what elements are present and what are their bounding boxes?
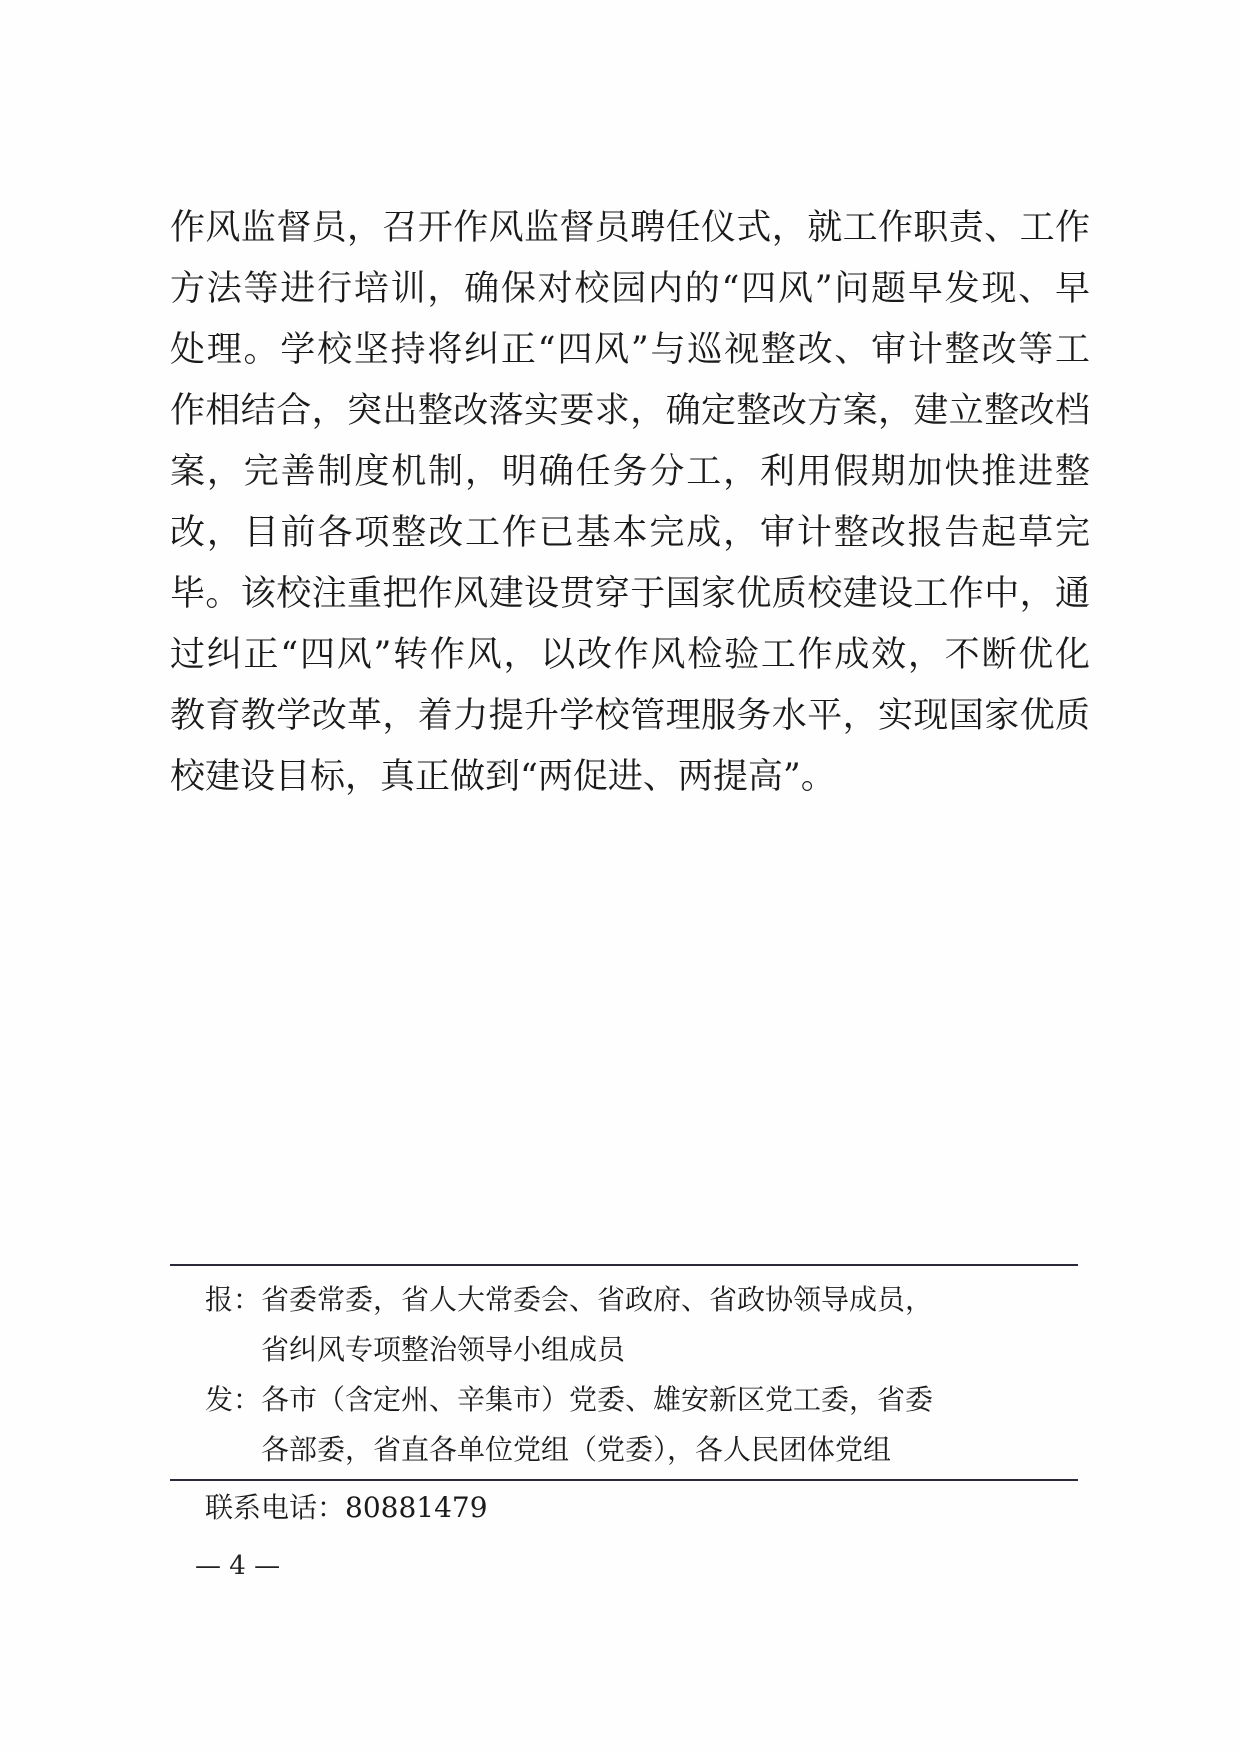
body-line: 毕。该校注重把作风建设贯穿于国家优质校建设工作中，通: [170, 574, 1090, 614]
contact-phone: 80881479: [345, 1491, 488, 1524]
contact-line: [205, 1485, 488, 1531]
body-line: 处理。学校坚持将纠正“四风”与巡视整改、审计整改等工: [170, 330, 1090, 370]
body-line: 教育教学改革，着力提升学校管理服务水平，实现国家优质: [170, 696, 1090, 736]
report-label: 报：: [205, 1283, 262, 1316]
contact-label: 联系电话：: [205, 1491, 346, 1524]
send-recipients-1: 各市（含定州、辛集市）党委、雄安新区党工委，省委: [261, 1383, 934, 1416]
send-label: 发：: [205, 1383, 262, 1416]
body-line: 方法等进行培训，确保对校园内的“四风”问题早发现、早: [170, 269, 1090, 309]
send-to-line-2: [261, 1425, 891, 1475]
report-to-line-2: [261, 1325, 625, 1375]
body-line: 作风监督员，召开作风监督员聘任仪式，就工作职责、工作: [170, 208, 1090, 248]
top-divider: [170, 1264, 1078, 1266]
report-to-line-1: [205, 1275, 933, 1325]
body-line: 改，目前各项整改工作已基本完成，审计整改报告起草完: [170, 513, 1090, 553]
report-recipients-1: 省委常委，省人大常委会、省政府、省政协领导成员，: [261, 1283, 934, 1316]
report-recipients-2: 省纠风专项整治领导小组成员: [261, 1333, 626, 1366]
body-line: 案，完善制度机制，明确任务分工，利用假期加快推进整: [170, 452, 1090, 492]
body-line: 过纠正“四风”转作风，以改作风检验工作成效，不断优化: [170, 635, 1090, 675]
body-line: 校建设目标，真正做到“两促进、两提高”。: [170, 757, 836, 797]
send-to-line-1: [205, 1375, 933, 1425]
page-number: — 4 —: [195, 1551, 281, 1581]
bottom-divider: [170, 1479, 1078, 1481]
body-line: 作相结合，突出整改落实要求，确定整改方案，建立整改档: [170, 391, 1090, 431]
body-paragraph: [170, 198, 1090, 808]
send-recipients-2: 各部委，省直各单位党组（党委），各人民团体党组: [261, 1433, 892, 1466]
